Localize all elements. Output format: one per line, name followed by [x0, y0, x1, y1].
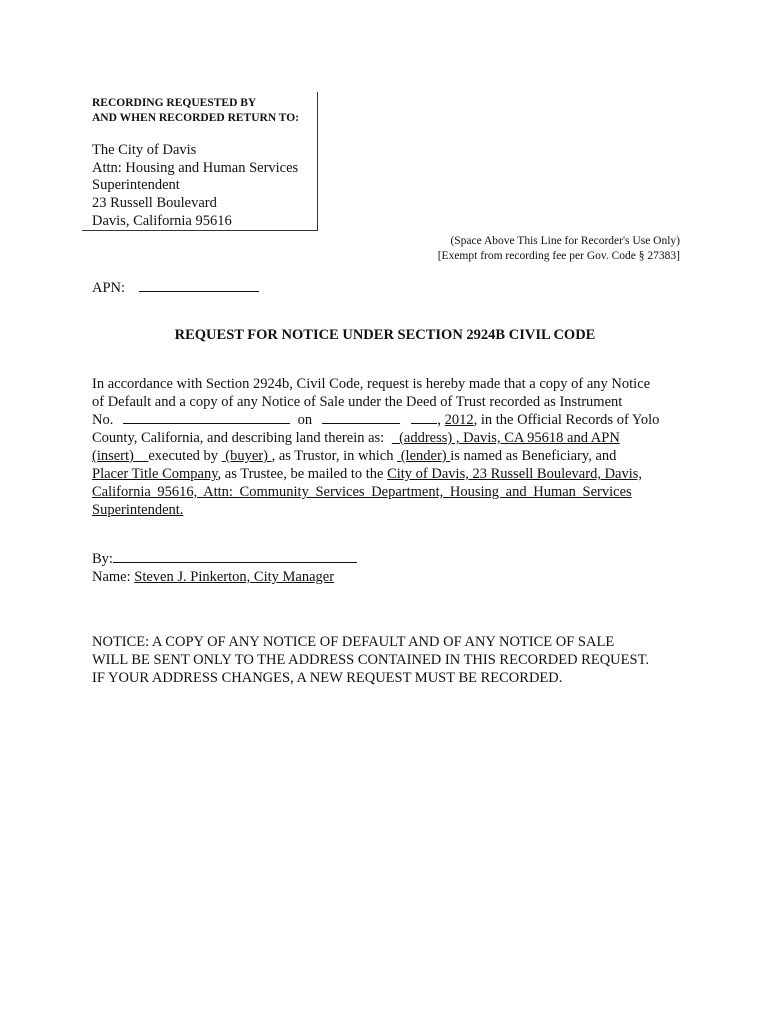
- paragraph-text: In accordance with Section 2924b, Civil Code, request is hereby made that a copy of any Notice: [92, 376, 651, 392]
- on-label: on: [297, 412, 313, 428]
- beneficiary-text: (lender): [400, 448, 447, 464]
- address-line: Davis, California 95616: [92, 212, 232, 229]
- apn-field: [92, 279, 259, 297]
- address-line: Attn: Housing and Human Services: [92, 159, 299, 176]
- trustor-name: [222, 448, 272, 464]
- recorder-use-note: [438, 234, 680, 264]
- paragraph-line: [92, 393, 680, 411]
- name-label: Name:: [92, 569, 131, 585]
- paragraph-line: [92, 429, 680, 447]
- apn-insert: [92, 448, 148, 464]
- date-blank: [322, 411, 400, 424]
- property-address-text: (address) , Davis, CA 95618 and APN: [399, 430, 620, 446]
- recording-header-line1: RECORDING REQUESTED BY: [92, 97, 257, 109]
- apn-insert-text: (insert): [92, 448, 134, 464]
- signer-line: [92, 568, 357, 586]
- instrument-no-label: No.: [92, 412, 114, 428]
- property-address: [392, 430, 620, 446]
- paragraph-text: is named as Beneficiary, and: [450, 448, 617, 464]
- mailing-attn-end: Superintendent.: [92, 502, 184, 518]
- paragraph-text: , as Trustee, be mailed to the: [217, 466, 384, 482]
- signature-block: [92, 550, 357, 586]
- recording-header: [92, 96, 299, 126]
- mailing-address: City of Davis, 23 Russell Boulevard, Davis,: [387, 466, 643, 482]
- by-label: By:: [92, 551, 113, 567]
- paragraph-text: executed by: [148, 448, 219, 464]
- instrument-no-blank: [123, 411, 290, 424]
- paragraph-text: of Default and a copy of any Notice of Sale under the Deed of Trust recorded as Instrument: [92, 394, 623, 410]
- signature-line: [92, 550, 357, 568]
- paragraph-text: County, California, and describing land therein as:: [92, 430, 385, 446]
- beneficiary-name: [397, 448, 450, 464]
- recording-header-line2: AND WHEN RECORDED RETURN TO:: [92, 112, 300, 124]
- paragraph-line: [92, 375, 680, 393]
- paragraph-line: [92, 447, 680, 465]
- notice-line: NOTICE: A COPY OF ANY NOTICE OF DEFAULT AND OF ANY NOTICE OF SALE: [92, 634, 615, 650]
- paragraph-text: , in the Official Records of Yolo: [473, 412, 660, 428]
- address-line: The City of Davis: [92, 142, 197, 158]
- recorder-note-line1: (Space Above This Line for Recorder's Use Only): [450, 235, 680, 247]
- signature-blank: [113, 550, 357, 563]
- paragraph-text: , as Trustor, in which: [271, 448, 394, 464]
- day-blank: [411, 411, 437, 424]
- request-paragraph: [92, 375, 680, 519]
- notice-block: [92, 633, 682, 687]
- notice-line: IF YOUR ADDRESS CHANGES, A NEW REQUEST MUST BE RECORDED.: [92, 670, 563, 686]
- address-line: 23 Russell Boulevard: [92, 195, 217, 212]
- apn-label: APN:: [92, 280, 126, 296]
- paragraph-line: [92, 483, 680, 501]
- document-title: REQUEST FOR NOTICE UNDER SECTION 2924B CIVIL CODE: [174, 327, 596, 343]
- recording-year: 2012: [444, 412, 474, 428]
- signer-name: Steven J. Pinkerton, City Manager: [134, 569, 335, 585]
- apn-blank-line: [139, 279, 259, 292]
- trustee-name: Placer Title Company: [92, 466, 218, 482]
- return-address: [92, 142, 298, 231]
- paragraph-line: [92, 465, 680, 483]
- mailing-attn: California 95616, Attn: Community Services Department, Housing and Human Services: [92, 484, 632, 500]
- notice-line: WILL BE SENT ONLY TO THE ADDRESS CONTAINED IN THIS RECORDED REQUEST.: [92, 652, 649, 668]
- paragraph-line: [92, 501, 680, 519]
- address-line: Superintendent: [92, 177, 180, 194]
- recorder-note-line2: [Exempt from recording fee per Gov. Code § 27383]: [437, 250, 680, 262]
- trustor-text: (buyer): [225, 448, 268, 464]
- paragraph-line: No. on , 2012, in the Official Records of Yolo: [92, 412, 660, 428]
